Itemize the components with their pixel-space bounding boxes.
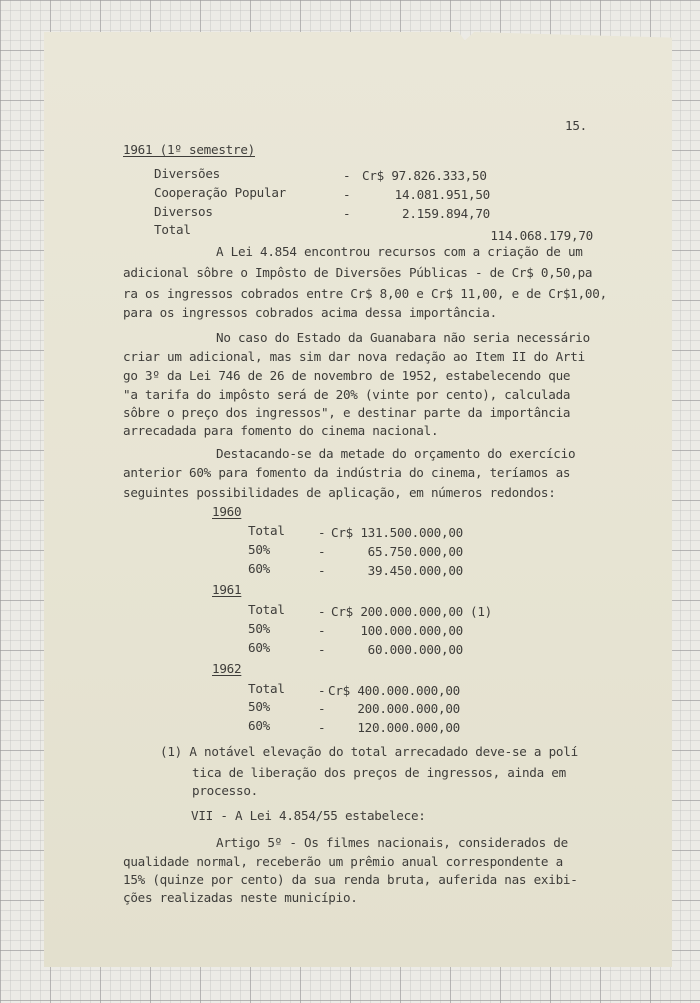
table-row-label: Total [248,602,285,617]
footnote-line: tica de liberação dos preços de ingressos, ainda em [192,765,566,780]
table-row-value: Cr$ 400.000.000,00 [328,683,460,698]
paragraph-line: qualidade normal, receberão um prêmio anual correspondente a [123,854,563,869]
table-row-value: Cr$ 200.000.000,00 [331,604,463,619]
paragraph-line: Artigo 5º - Os filmes nacionais, considerados de [216,835,568,850]
table-row-dash: - [318,642,326,657]
paragraph-line: "a tarifa do impôsto será de 20% (vinte por cento), calculada [123,387,571,402]
footnote-marker: (1) [470,604,492,619]
semester-item-label: Diversos [154,204,213,219]
table-row-label: 60% [248,640,270,655]
table-row-label: 50% [248,542,270,557]
paragraph-line: para os ingressos cobrados acima dessa importância. [123,305,497,320]
paragraph-line: A Lei 4.854 encontrou recursos com a criação de um [216,244,583,259]
table-row-value: Cr$ 131.500.000,00 [331,525,463,540]
semester-item-value: Cr$ 97.826.333,50 [362,168,487,183]
semester-heading-text: 1961 (1º semestre) [123,142,255,157]
table-row-label: 50% [248,699,270,714]
year-heading-1960: 1960 [212,504,242,519]
paragraph-line: anterior 60% para fomento da indústria do cinema, teríamos as [123,465,571,480]
semester-total-label: Total [154,222,191,237]
semester-item-value: 14.081.951,50 [394,187,490,202]
table-row-dash: - [318,720,326,735]
paragraph-line: criar um adicional, mas sim dar nova redação ao Item II do Arti [123,349,585,364]
paragraph-line: adicional sôbre o Impôsto de Diversões Públicas - de Cr$ 0,50,pa [123,265,593,280]
footnote-line: processo. [192,783,258,798]
semester-item-value: 2.159.894,70 [402,206,490,221]
table-row-dash: - [318,525,326,540]
paragraph-line: sôbre o preço dos ingressos", e destinar parte da importância [123,405,571,420]
table-row-value: 200.000.000,00 [357,701,460,716]
section-heading: VII - A Lei 4.854/55 estabelece: [191,808,426,823]
table-row-label: Total [248,681,285,696]
table-row-value: 100.000.000,00 [360,623,463,638]
semester-heading [123,143,255,157]
paragraph-line: go 3º da Lei 746 de 26 de novembro de 1952, estabelecendo que [123,368,571,383]
table-row-dash: - [318,683,326,698]
paragraph-line: arrecadada para fomento do cinema nacional. [123,423,439,438]
table-row-dash: - [318,544,326,559]
footnote-line: (1) A notável elevação do total arrecadado deve-se a polí [160,744,578,759]
year-heading-1961: 1961 [212,582,242,597]
paragraph-line: seguintes possibilidades de aplicação, em números redondos: [123,485,556,500]
semester-item-dash: - [343,206,351,221]
table-row-value: 39.450.000,00 [367,563,463,578]
table-row-dash: - [318,604,326,619]
paragraph-line: 15% (quinze por cento) da sua renda bruta, auferida nas exibi- [123,872,578,887]
paragraph-line: ra os ingressos cobrados entre Cr$ 8,00 e Cr$ 11,00, e de Cr$1,00, [123,286,607,301]
paragraph-line: ções realizadas neste município. [123,890,358,905]
semester-item-dash: - [343,187,351,202]
page-number: 15. [565,118,587,133]
table-row-label: Total [248,523,285,538]
year-heading-1962: 1962 [212,661,242,676]
table-row-value: 120.000.000,00 [357,720,460,735]
semester-item-dash: - [343,168,351,183]
table-row-value: 60.000.000,00 [367,642,463,657]
semester-item-label: Cooperação Popular [154,185,286,200]
table-row-dash: - [318,623,326,638]
paragraph-line: No caso do Estado da Guanabara não seria necessário [216,330,590,345]
semester-total-value: 114.068.179,70 [490,228,593,243]
table-row-dash: - [318,701,326,716]
table-row-label: 60% [248,718,270,733]
table-row-label: 60% [248,561,270,576]
table-row-value: 65.750.000,00 [367,544,463,559]
semester-item-label: Diversões [154,166,220,181]
paragraph-line: Destacando-se da metade do orçamento do exercício [216,446,576,461]
table-row-dash: - [318,563,326,578]
table-row-label: 50% [248,621,270,636]
